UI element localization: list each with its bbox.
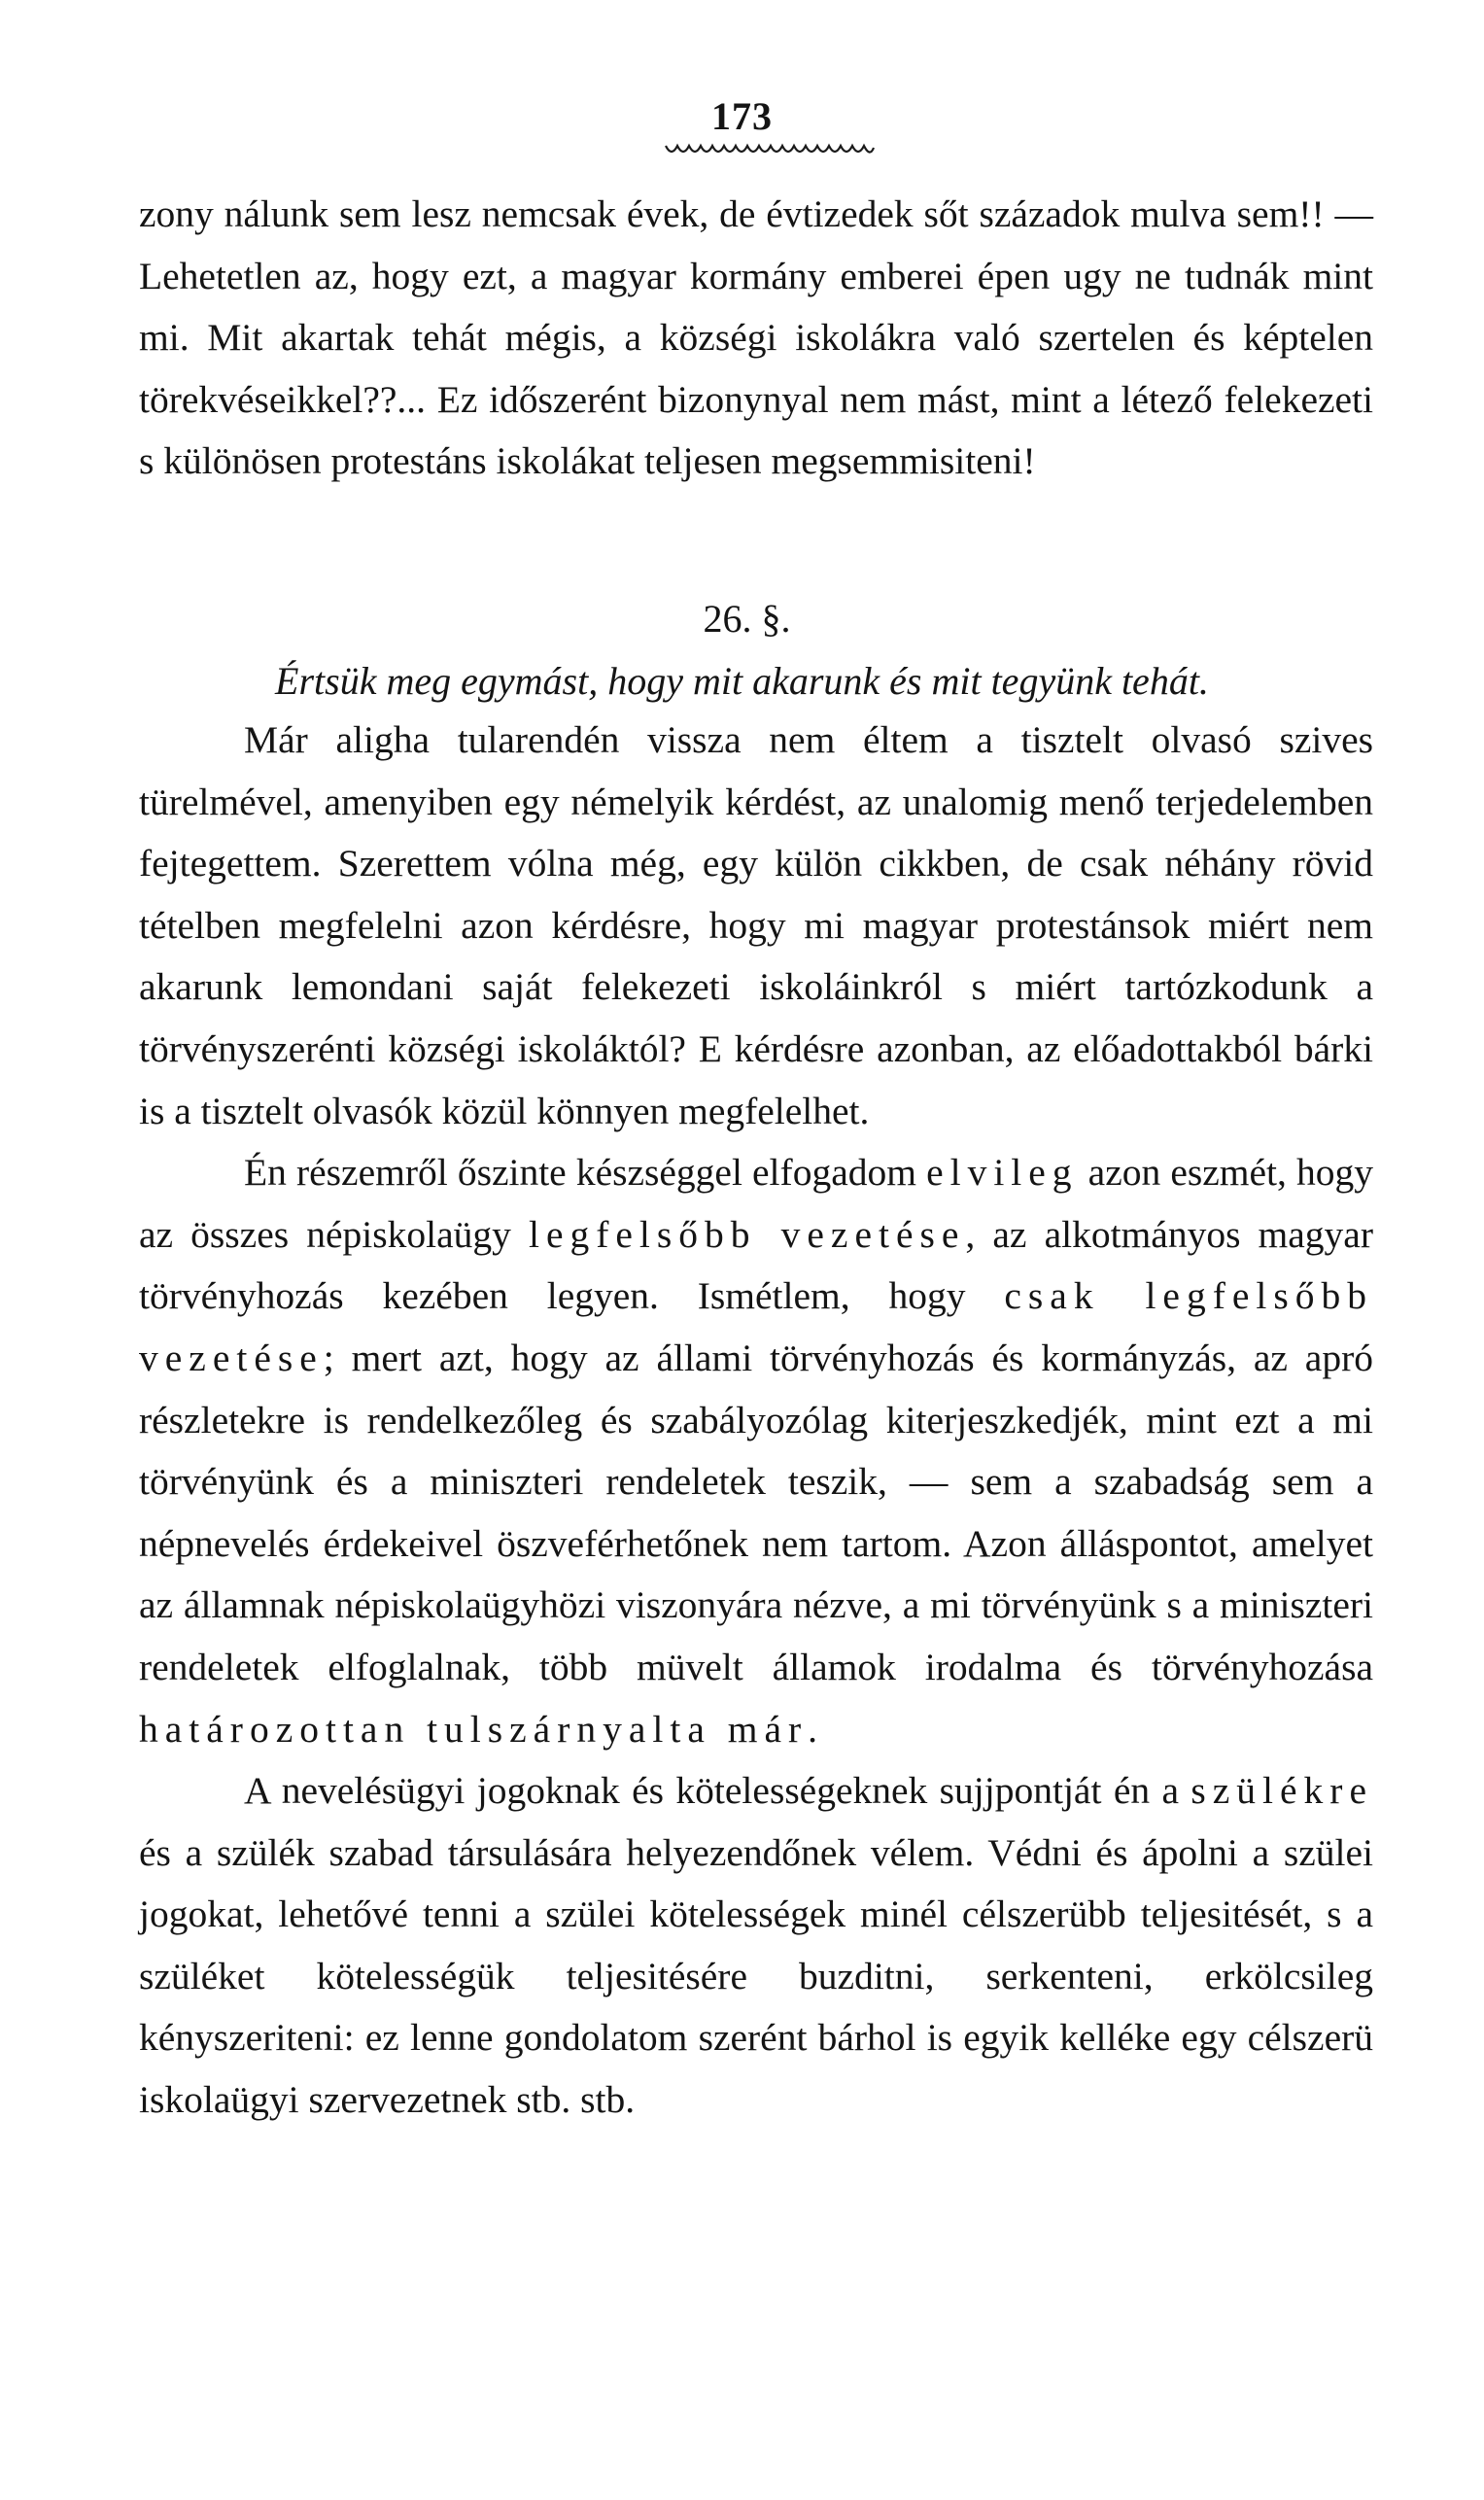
section-body [139,710,1373,2132]
emphasis-csak-legfelsobb-vezetese: csak legfelsőbb vezetése [139,1274,1373,1379]
paragraph-2 [139,1142,1373,1760]
paragraph-3-text: A nevelésügyi jogoknak és kötelességeknek sujjpontját én a [244,1769,1191,1813]
emphasis-hatarozottan: határozottan tulszárnyalta már [139,1707,809,1751]
paragraph-2-text: ; mert azt, hogy az állami törvényhozás és kormányzás, az apró részletekre is rendelkezőleg és szabályozólag kiterjeszkedjék, mint ezt a mi törvényünk és a miniszteri rendeletek teszik, — sem a szabadság sem a népnevelés érdekeivel öszveférhetőnek nem tartom. Azon álláspontot, amelyet az államnak népiskolaügyhözi viszonyára nézve, a mi törvényünk s a miniszteri rendeletek elfoglalnak, több müvelt államok irodalma és törvényhozása [139,1336,1373,1688]
emphasis-legfelsobb-vezetese: legfelsőbb vezetése [528,1212,966,1256]
paragraph-2-text: Én részemről őszinte készséggel elfogadom [244,1151,927,1195]
paragraph-1: Már aligha tularendén vissza nem éltem a tisztelt olvasó szives türelmével, amenyiben egy némelyik kérdést, az unalomig menő terjedelemben fejtegettem. Szerettem vólna még, egy külön cikkben, de csak néhány rövid tételben megfelelni azon kérdésre, hogy mi magyar protestánsok miért nem akarunk lemondani saját felekezeti iskoláinkról s miért tartózkodunk a törvényszerénti községi iskoláktól? E kérdésre azonban, az előadottakból bárki is a tisztelt olvasók közül könnyen megfelelhet. [139,718,1373,1132]
continuation-text-block [139,184,1373,493]
section-heading: Értsük meg egymást, hogy mit akarunk és mit tegyünk tehát. [275,659,1209,703]
emphasis-elvileg: elvileg [926,1151,1079,1195]
paragraph-2-text: , az alkotmányos magyar törvényhozás kezében legyen. Ismétlem, hogy [139,1212,1373,1318]
section-number: 26. §. [703,597,791,641]
wavy-rule-ornament [664,142,876,161]
paragraph-2-text: . [808,1707,818,1751]
continuation-paragraph: zony nálunk sem lesz nemcsak évek, de évtizedek sőt századok mulva sem!! — Lehetetlen az, hogy ezt, a magyar kormány emberei épen ugy ne tudnák mint mi. Mit akartak tehát mégis, a községi iskolákra való szertelen és képtelen törekvéseikkel??... Ez időszerént bizonynyal nem mást, mint a létező felekezeti s különösen protestáns iskolákat teljesen megsemmisiteni! [139,192,1373,483]
paragraph-2-text: azon eszmét, hogy az összes népiskolaügy [139,1151,1374,1256]
paragraph-3-text: és a szülék szabad társulására helyezendőnek vélem. Védni és ápolni a szülei jogokat, lehetővé tenni a szülei kötelességek minél célszerübb teljesitését, s a szüléket kötelességük teljesitésére buzditni, serkenteni, erkölcsileg kényszeriteni: ez lenne gondolatom szerént bárhol is egyik kelléke egy célszerü iskolaügyi szervezetnek stb. stb. [139,1830,1373,2122]
page-number: 173 [711,94,773,138]
emphasis-szulekre: szülékre [1191,1769,1373,1813]
paragraph-3 [139,1760,1373,2132]
